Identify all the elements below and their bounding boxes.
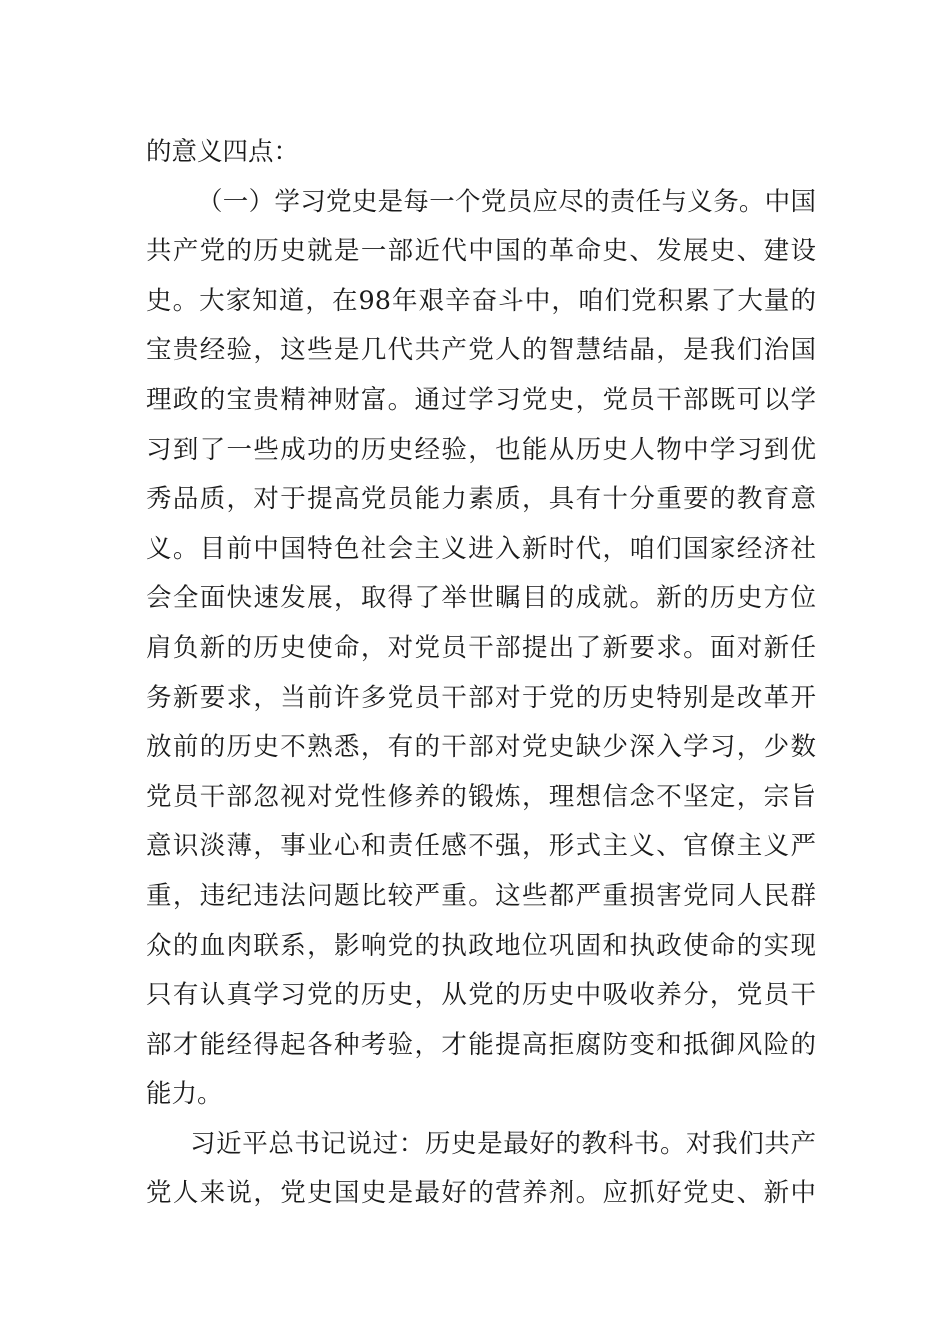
text-line: 能力。 [146, 1079, 223, 1110]
text-line: 义。目前中国特色社会主义进入新时代，咱们国家经济社 [146, 533, 816, 564]
text-line: 肩负新的历史使命，对党员干部提出了新要求。面对新任 [146, 632, 816, 663]
text-line: 众的血肉联系，影响党的执政地位巩固和执政使命的实现 [146, 930, 816, 961]
text-line: 的意义四点： [146, 137, 300, 167]
text-line: 党员干部忽视对党性修养的锻炼，理想信念不坚定，宗旨 [146, 781, 816, 812]
text-line: 史。大家知道，在98年艰辛奋斗中，咱们党积累了大量的 [146, 285, 816, 316]
text-line: 习到了一些成功的历史经验，也能从历史人物中学习到优 [146, 434, 816, 465]
text-line: 党人来说，党史国史是最好的营养剂。应抓好党史、新中 [146, 1178, 816, 1209]
text-line: 务新要求，当前许多党员干部对于党的历史特别是改革开 [146, 682, 816, 713]
text-line: 共产党的历史就是一部近代中国的革命史、发展史、建设 [146, 236, 816, 267]
text-line: 部才能经得起各种考验，才能提高拒腐防变和抵御风险的 [146, 1029, 816, 1060]
text-line: 只有认真学习党的历史，从党的历史中吸收养分，党员干 [146, 980, 816, 1011]
text-line: 习近平总书记说过：历史是最好的教科书。对我们共产 [190, 1128, 816, 1159]
text-line: （一）学习党史是每一个党员应尽的责任与义务。中国 [197, 186, 816, 217]
text-line: 理政的宝贵精神财富。通过学习党史，党员干部既可以学 [146, 384, 816, 415]
text-line: 会全面快速发展，取得了举世瞩目的成就。新的历史方位 [146, 583, 816, 614]
text-line: 放前的历史不熟悉，有的干部对党史缺少深入学习，少数 [146, 732, 816, 763]
body-text [146, 128, 816, 1219]
text-line: 意识淡薄，事业心和责任感不强，形式主义、官僚主义严 [146, 831, 816, 862]
text-line: 宝贵经验，这些是几代共产党人的智慧结晶，是我们治国 [146, 335, 816, 366]
text-line: 重，违纪违法问题比较严重。这些都严重损害党同人民群 [146, 880, 816, 911]
text-line: 秀品质，对于提高党员能力素质，具有十分重要的教育意 [146, 484, 816, 515]
